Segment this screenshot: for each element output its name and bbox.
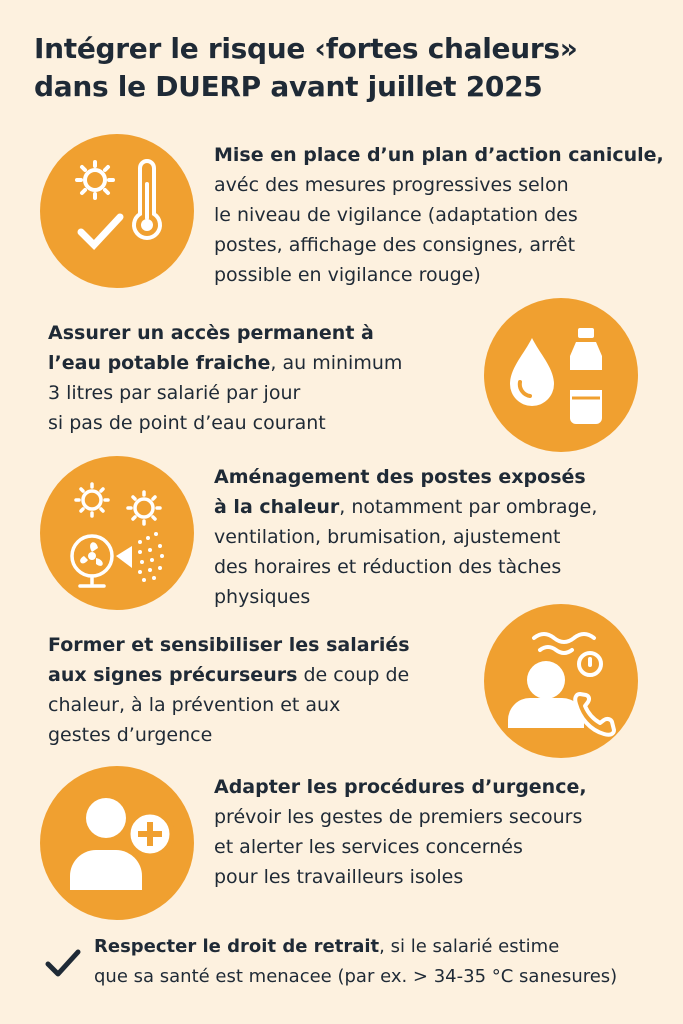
item-2-bold: Assurer un accès permanent à	[48, 322, 374, 344]
item-1-line: le niveau de vigilance (adaptation des	[214, 204, 578, 226]
item-3-line: ventilation, brumisation, ajustement	[214, 526, 561, 548]
item-4-line: gestes d’urgence	[48, 724, 213, 746]
item-3-tail: , notamment par ombrage,	[339, 496, 598, 518]
footer-tail: , si le salarié estime	[379, 936, 560, 957]
item-4-tail: de coup de	[297, 664, 410, 686]
water-drop-bottle-icon	[484, 298, 638, 452]
checkmark-icon	[42, 946, 82, 980]
item-1-text	[214, 140, 664, 290]
fan-sun-mist-icon	[40, 456, 194, 610]
item-4-line: chaleur, à la prévention et aux	[48, 694, 341, 716]
item-1-line: possible en vigilance rouge)	[214, 264, 481, 286]
person-first-aid-icon	[40, 766, 194, 920]
person-phone-heat-icon	[484, 604, 638, 758]
item-2-tail: , au minimum	[270, 352, 403, 374]
item-3-bold: Aménagement des postes exposés	[214, 466, 586, 488]
title-line-2: dans le DUERP avant juillet 2025	[34, 70, 543, 103]
sun-thermometer-check-icon	[40, 134, 194, 288]
title-line-1: Intégrer le risque ‹fortes chaleurs»	[34, 32, 578, 65]
item-1-bold: Mise en place d’un plan d’action canicule,	[214, 144, 664, 166]
item-5-text	[214, 772, 587, 892]
item-1-line: avéc des mesures progressives selon	[214, 174, 569, 196]
item-2-line: 3 litres par salarié par jour	[48, 382, 301, 404]
footer-line-2: que sa santé est menacee (par ex. > 34-35 °C sanesures)	[94, 966, 618, 987]
item-3-bold: à la chaleur	[214, 496, 340, 518]
item-3-line: physiques	[214, 586, 311, 608]
item-4-bold: aux signes précurseurs	[48, 664, 298, 686]
item-4-text	[48, 630, 410, 750]
item-2-text	[48, 318, 402, 438]
item-3-line: des horaires et réduction des tàches	[214, 556, 562, 578]
item-5-line: prévoir les gestes de premiers secours	[214, 806, 583, 828]
page-title	[34, 30, 654, 106]
item-1-line: postes, affichage des consignes, arrêt	[214, 234, 576, 256]
item-4-bold: Former et sensibiliser les salariés	[48, 634, 410, 656]
item-2-line: si pas de point d’eau courant	[48, 412, 326, 434]
footer-text	[94, 932, 617, 992]
item-5-line: et alerter les services concernés	[214, 836, 523, 858]
item-2-bold: l’eau potable fraiche	[48, 352, 271, 374]
item-5-line: pour les travailleurs isoles	[214, 866, 464, 888]
item-3-text	[214, 462, 597, 612]
footer-bold: Respecter le droit de retrait	[94, 936, 380, 957]
item-5-bold: Adapter les procédures d’urgence,	[214, 776, 587, 798]
